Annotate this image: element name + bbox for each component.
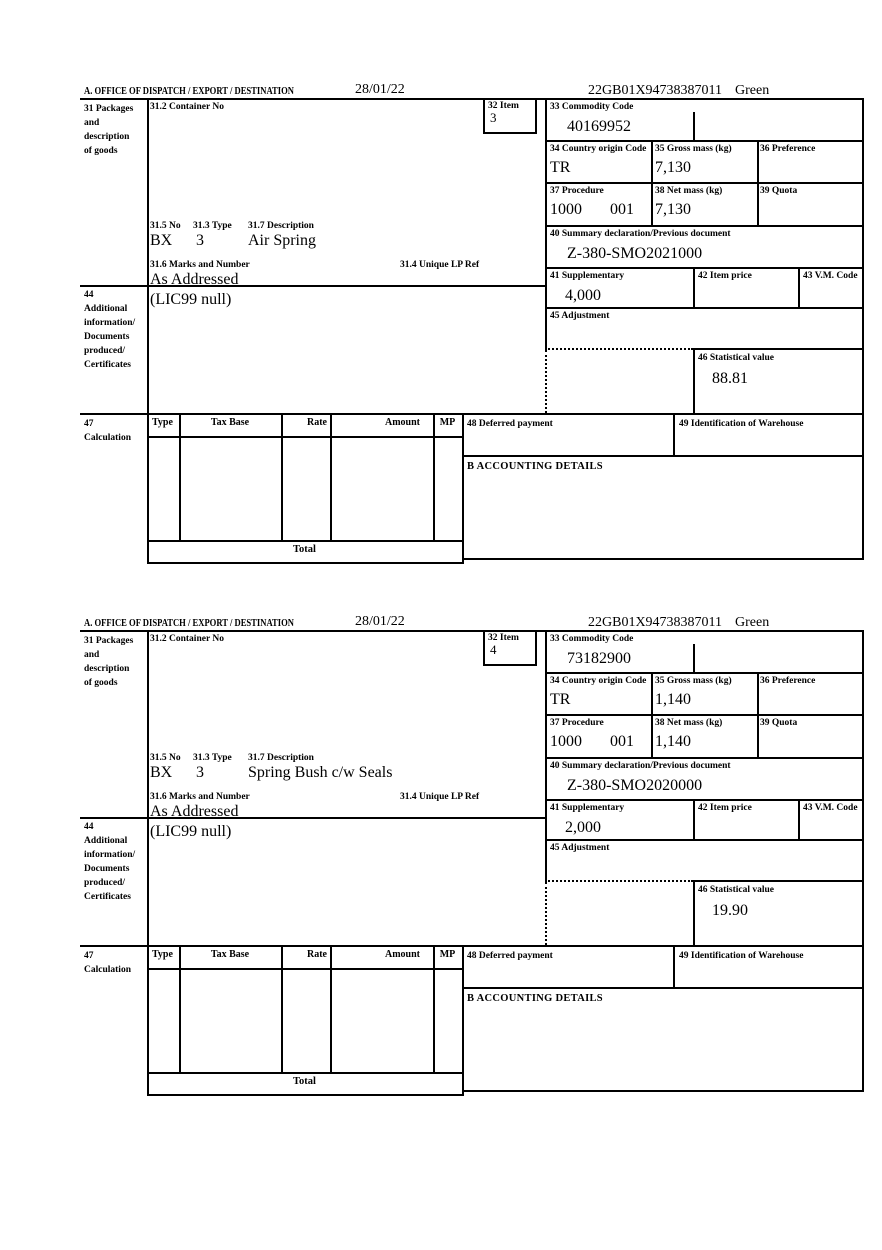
grid-line (651, 672, 653, 759)
grid-line (693, 880, 864, 882)
summary-declaration-label: 40 Summary declaration/Previous document (550, 761, 731, 771)
calc-col-amount: Amount (384, 417, 420, 428)
grid-line (673, 945, 675, 989)
declaration-item-3 (0, 82, 882, 564)
unique-lp-ref-label: 31.4 Unique LP Ref (400, 792, 480, 802)
additional-information-value: (LIC99 null) (150, 291, 232, 308)
package-no-label: 31.5 No (150, 221, 181, 231)
grid-line (80, 413, 864, 415)
grid-line (545, 799, 864, 801)
quota-label: 39 Quota (760, 186, 798, 196)
net-mass-value: 1,140 (655, 733, 691, 750)
box44-label-line: Certificates (84, 892, 131, 902)
grid-line (147, 968, 464, 970)
box31-label-line: description (84, 132, 130, 142)
package-type-value: 3 (196, 232, 204, 249)
preference-label: 36 Preference (760, 144, 816, 154)
box47-label-line: 47 (84, 951, 94, 961)
grid-line (281, 945, 283, 1074)
country-origin-label: 34 Country origin Code (550, 144, 647, 154)
grid-line (545, 307, 864, 309)
marks-and-number-label: 31.6 Marks and Number (150, 792, 250, 802)
summary-declaration-label: 40 Summary declaration/Previous document (550, 229, 731, 239)
item-number-box (483, 630, 537, 666)
description-label: 31.7 Description (248, 221, 314, 231)
calc-col-mp: MP (439, 417, 456, 428)
procedure-label: 37 Procedure (550, 718, 604, 728)
grid-line (798, 267, 800, 309)
declaration-item-4 (0, 614, 882, 1096)
grid-line (693, 644, 695, 674)
grid-line (281, 413, 283, 542)
grid-line (147, 436, 464, 438)
grid-line (147, 540, 464, 542)
grid-line (462, 1090, 864, 1092)
procedure-value: 1000 (550, 201, 582, 218)
adjustment-label: 45 Adjustment (550, 843, 610, 853)
procedure-value: 1000 (550, 733, 582, 750)
box44-label-line: 44 (84, 290, 94, 300)
box44-label-line: information/ (84, 850, 136, 860)
package-type-label: 31.3 Type (193, 753, 232, 763)
supplementary-label: 41 Supplementary (550, 271, 625, 281)
declaration-date: 28/01/22 (355, 614, 405, 629)
grid-line (673, 413, 675, 457)
grid-line (693, 348, 695, 415)
office-of-dispatch-label: A. OFFICE OF DISPATCH / EXPORT / DESTINATION (84, 617, 294, 629)
commodity-code-value: 40169952 (567, 118, 631, 135)
net-mass-label: 38 Net mass (kg) (655, 718, 723, 728)
description-value: Air Spring (248, 232, 316, 249)
gross-mass-label: 35 Gross mass (kg) (655, 144, 732, 154)
grid-line (179, 945, 181, 1074)
supplementary-value: 4,000 (565, 287, 601, 304)
package-no-value: BX (150, 764, 173, 781)
warehouse-id-label: 49 Identification of Warehouse (679, 419, 804, 429)
preference-label: 36 Preference (760, 676, 816, 686)
package-no-value: BX (150, 232, 173, 249)
box47-label-line: Calculation (84, 965, 131, 975)
dotted-grid-line (545, 348, 693, 350)
grid-line (693, 267, 695, 309)
box44-label-line: produced/ (84, 878, 126, 888)
box44-label-line: produced/ (84, 346, 126, 356)
item-number-value: 4 (490, 642, 497, 657)
commodity-code-label: 33 Commodity Code (550, 102, 634, 112)
net-mass-value: 7,130 (655, 201, 691, 218)
calc-col-tax-base: Tax Base (210, 417, 250, 428)
item-price-label: 42 Item price (698, 803, 752, 813)
procedure-value-2: 001 (610, 201, 634, 218)
item-price-label: 42 Item price (698, 271, 752, 281)
statistical-value-label: 46 Statistical value (698, 885, 774, 895)
grid-line (147, 98, 149, 564)
grid-line (462, 945, 464, 1096)
grid-line (545, 267, 864, 269)
box47-label-line: 47 (84, 419, 94, 429)
package-no-label: 31.5 No (150, 753, 181, 763)
summary-declaration-value: Z-380-SMO2020000 (567, 777, 703, 794)
box44-label-line: Documents (84, 332, 130, 342)
box44-label-line: Additional (84, 304, 128, 314)
calc-col-rate: Rate (307, 949, 327, 960)
grid-line (80, 945, 864, 947)
box47-label-line: Calculation (84, 433, 131, 443)
box44-label (84, 288, 135, 372)
grid-line (330, 945, 332, 1074)
grid-line (433, 945, 435, 1074)
grid-line (545, 140, 864, 142)
item-label: 32 Item (488, 101, 519, 111)
grid-line (693, 112, 695, 142)
country-origin-value: TR (550, 159, 571, 176)
grid-line (693, 880, 695, 947)
net-mass-label: 38 Net mass (kg) (655, 186, 723, 196)
grid-line (433, 413, 435, 542)
calc-col-type: Type (152, 949, 173, 960)
statistical-value-label: 46 Statistical value (698, 353, 774, 363)
deferred-payment-label: 48 Deferred payment (467, 951, 553, 961)
gross-mass-value: 1,140 (655, 691, 691, 708)
marks-and-number-value: As Addressed (150, 271, 239, 288)
grid-line (798, 799, 800, 841)
supplementary-label: 41 Supplementary (550, 803, 625, 813)
box31-label (84, 634, 133, 690)
calc-col-tax-base: Tax Base (210, 949, 250, 960)
box47-label (84, 417, 131, 445)
declaration-date: 28/01/22 (355, 82, 405, 97)
routing-status: Green (735, 83, 770, 98)
item-label: 32 Item (488, 633, 519, 643)
warehouse-id-label: 49 Identification of Warehouse (679, 951, 804, 961)
calc-col-rate: Rate (307, 417, 327, 428)
total-label: Total (293, 1076, 316, 1087)
description-label: 31.7 Description (248, 753, 314, 763)
deferred-payment-label: 48 Deferred payment (467, 419, 553, 429)
mrn-value: 22GB01X94738387011 (588, 83, 723, 98)
grid-line (462, 558, 864, 560)
grid-line (462, 455, 864, 457)
grid-line (545, 839, 864, 841)
box44-label-line: information/ (84, 318, 136, 328)
grid-line (545, 225, 864, 227)
gross-mass-value: 7,130 (655, 159, 691, 176)
item-number-value: 3 (490, 110, 497, 125)
grid-line (693, 348, 864, 350)
description-value: Spring Bush c/w Seals (248, 764, 393, 781)
adjustment-label: 45 Adjustment (550, 311, 610, 321)
box31-label-line: 31 Packages (84, 104, 134, 114)
calc-col-mp: MP (439, 949, 456, 960)
item-number-box (483, 98, 537, 134)
vm-code-label: 43 V.M. Code (803, 803, 858, 813)
box44-label-line: Certificates (84, 360, 131, 370)
mrn-value: 22GB01X94738387011 (588, 615, 723, 630)
accounting-details-label: B ACCOUNTING DETAILS (467, 993, 603, 1004)
total-label: Total (293, 544, 316, 555)
grid-line (179, 413, 181, 542)
country-origin-value: TR (550, 691, 571, 708)
routing-status: Green (735, 615, 770, 630)
unique-lp-ref-label: 31.4 Unique LP Ref (400, 260, 480, 270)
container-no-label: 31.2 Container No (150, 634, 224, 644)
grid-line (862, 630, 864, 1092)
grid-line (545, 98, 547, 350)
box31-label-line: and (84, 118, 100, 128)
accounting-details-label: B ACCOUNTING DETAILS (467, 461, 603, 472)
supplementary-value: 2,000 (565, 819, 601, 836)
grid-line (757, 672, 759, 759)
grid-line (462, 987, 864, 989)
grid-line (545, 182, 864, 184)
additional-information-value: (LIC99 null) (150, 823, 232, 840)
commodity-code-label: 33 Commodity Code (550, 634, 634, 644)
box31-label-line: of goods (84, 146, 118, 156)
box44-label-line: Documents (84, 864, 130, 874)
procedure-value-2: 001 (610, 733, 634, 750)
procedure-label: 37 Procedure (550, 186, 604, 196)
calc-col-amount: Amount (384, 949, 420, 960)
grid-line (147, 562, 464, 564)
box31-label (84, 102, 133, 158)
dotted-grid-line (545, 880, 693, 882)
marks-and-number-label: 31.6 Marks and Number (150, 260, 250, 270)
grid-line (862, 98, 864, 560)
country-origin-label: 34 Country origin Code (550, 676, 647, 686)
box47-label (84, 949, 131, 977)
box44-label (84, 820, 135, 904)
grid-line (80, 98, 864, 100)
statistical-value: 88.81 (712, 370, 748, 387)
summary-declaration-value: Z-380-SMO2021000 (567, 245, 703, 262)
commodity-code-value: 73182900 (567, 650, 631, 667)
office-of-dispatch-label: A. OFFICE OF DISPATCH / EXPORT / DESTINATION (84, 85, 294, 97)
grid-line (545, 757, 864, 759)
grid-line (757, 140, 759, 227)
grid-line (147, 630, 149, 1096)
box31-label-line: 31 Packages (84, 636, 134, 646)
grid-line (545, 714, 864, 716)
quota-label: 39 Quota (760, 718, 798, 728)
grid-line (330, 413, 332, 542)
package-type-label: 31.3 Type (193, 221, 232, 231)
box31-label-line: and (84, 650, 100, 660)
grid-line (693, 799, 695, 841)
calc-col-type: Type (152, 417, 173, 428)
dotted-grid-line (545, 350, 547, 413)
gross-mass-label: 35 Gross mass (kg) (655, 676, 732, 686)
box44-label-line: 44 (84, 822, 94, 832)
package-type-value: 3 (196, 764, 204, 781)
dotted-grid-line (545, 882, 547, 945)
statistical-value: 19.90 (712, 902, 748, 919)
grid-line (462, 413, 464, 564)
marks-and-number-value: As Addressed (150, 803, 239, 820)
grid-line (147, 1094, 464, 1096)
grid-line (545, 672, 864, 674)
box31-label-line: of goods (84, 678, 118, 688)
grid-line (545, 630, 547, 882)
box44-label-line: Additional (84, 836, 128, 846)
grid-line (147, 1072, 464, 1074)
container-no-label: 31.2 Container No (150, 102, 224, 112)
grid-line (80, 630, 864, 632)
vm-code-label: 43 V.M. Code (803, 271, 858, 281)
grid-line (651, 140, 653, 227)
box31-label-line: description (84, 664, 130, 674)
